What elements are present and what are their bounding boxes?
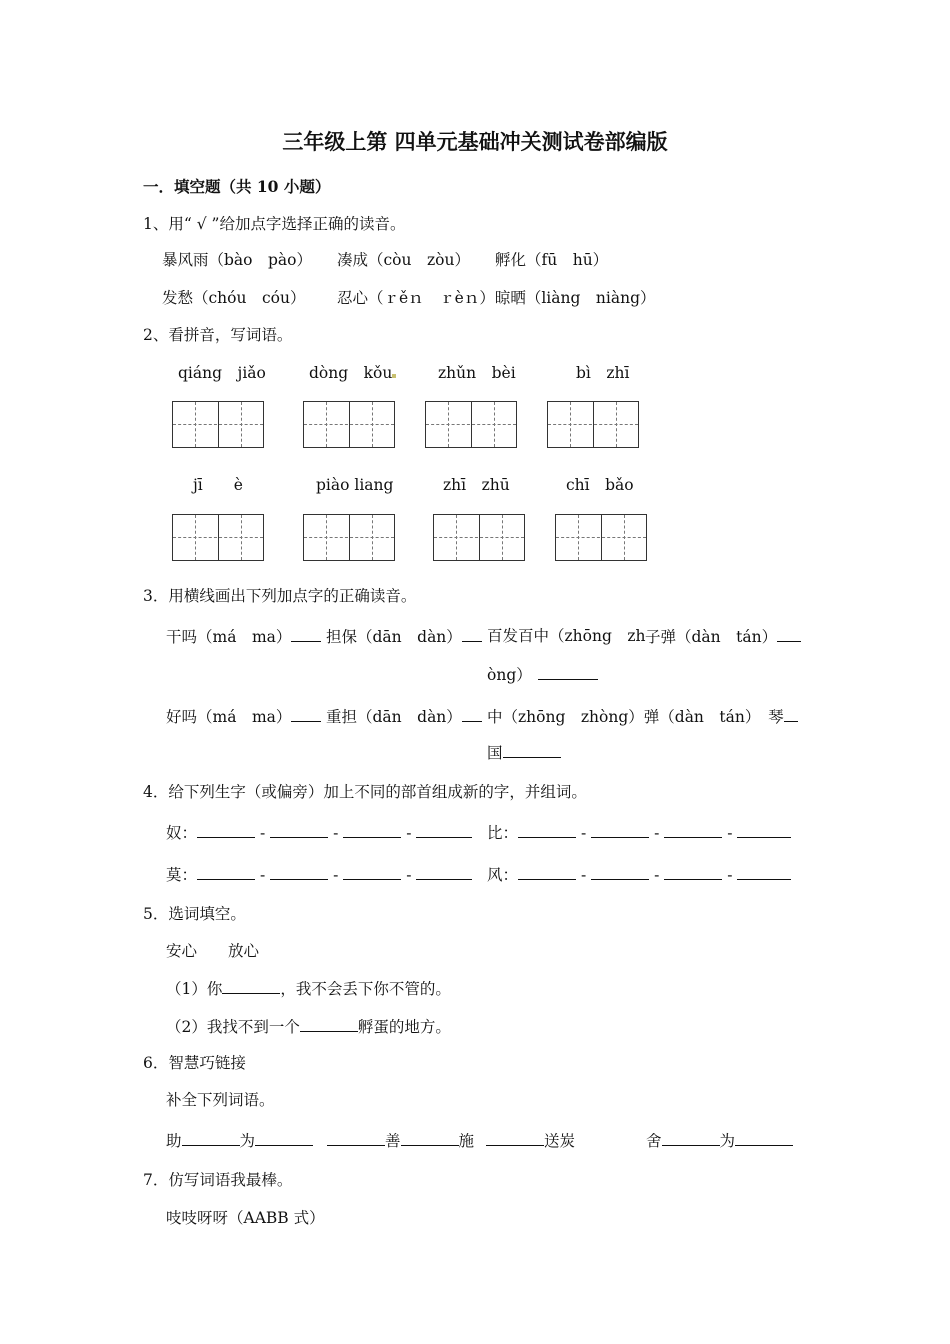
q1-item-3: 孵化（fū hū）: [495, 251, 609, 269]
q5-prompt: 5．选词填空。: [143, 905, 246, 923]
writing-grid[interactable]: [172, 401, 264, 448]
pinyin-2: dòng kǒu: [309, 364, 393, 382]
q6-sub: 补全下列词语。: [166, 1091, 275, 1109]
q3-item-1: 干吗（má ma）: [166, 626, 321, 647]
section-heading: 一．填空题（共 10 小题）: [143, 177, 331, 196]
q3-item-7-cont: 国: [487, 742, 561, 763]
q5-words: 安心 放心: [166, 942, 260, 960]
q4-row-1: 奴： - - -: [166, 822, 472, 843]
q3-item-7: 中（zhōng zhòng）弹（dàn tán） 琴: [487, 706, 798, 727]
q3-item-3-cont: òng）: [487, 664, 598, 685]
q6-idiom-2: 善 施: [327, 1130, 474, 1151]
q1-item-5: 忍心（ｒěｎ ｒèｎ）晾晒（liàng niàng）: [337, 289, 656, 307]
q4-prompt: 4．给下列生字（或偏旁）加上不同的部首组成新的字，并组词。: [143, 783, 587, 801]
pinyin-1: qiáng jiǎo: [178, 364, 266, 382]
q3-item-6: 重担（dān dàn）: [326, 706, 482, 727]
q3-item-5: 好吗（má ma）: [166, 706, 321, 727]
q1-item-2: 凑成（còu zòu）: [337, 251, 470, 269]
q1-prompt: 1、用“ √ ”给加点字选择正确的读音。: [143, 215, 406, 233]
q1-item-4: 发愁（chóu cóu）: [162, 289, 306, 307]
q5-sentence-2: （2）我找不到一个 孵蛋的地方。: [166, 1018, 451, 1036]
writing-grid[interactable]: [425, 401, 517, 448]
pinyin-5: jī è: [193, 476, 243, 494]
dot-mark: [392, 374, 396, 378]
writing-grid[interactable]: [303, 514, 395, 561]
page-title: 三年级上第 四单元基础冲关测试卷部编版: [282, 129, 668, 154]
q3-prompt: 3．用横线画出下列加点字的正确读音。: [143, 587, 417, 605]
pinyin-8: chī bǎo: [566, 476, 634, 494]
pinyin-3: zhǔn bèi: [438, 364, 516, 382]
q2-prompt: 2、看拼音，写词语。: [143, 326, 293, 344]
q6-idiom-4: 舍 为: [646, 1130, 793, 1151]
writing-grid[interactable]: [433, 514, 525, 561]
pinyin-4: bì zhī: [576, 364, 630, 382]
q6-prompt: 6．智慧巧链接: [143, 1054, 246, 1072]
q6-idiom-1: 助 为: [166, 1130, 313, 1151]
q4-row-3: 莫： - - -: [166, 864, 472, 885]
q4-row-4: 风： - - -: [487, 864, 791, 885]
writing-grid[interactable]: [303, 401, 395, 448]
q3-item-4: 子弹（dàn tán）: [645, 626, 801, 647]
q6-idiom-3: 送炭: [486, 1130, 575, 1151]
q4-row-2: 比： - - -: [487, 822, 791, 843]
q7-sub: 吱吱呀呀（AABB 式）: [166, 1209, 325, 1227]
pinyin-6: piào liang: [316, 476, 394, 494]
q7-prompt: 7．仿写词语我最棒。: [143, 1171, 293, 1189]
pinyin-7: zhī zhū: [443, 476, 510, 494]
writing-grid[interactable]: [555, 514, 647, 561]
writing-grid[interactable]: [172, 514, 264, 561]
writing-grid[interactable]: [547, 401, 639, 448]
q3-item-3: 百发百中（zhōng zh: [487, 627, 646, 645]
q1-item-1: 暴风雨（bào pào）: [162, 251, 312, 269]
q3-item-2: 担保（dān dàn）: [326, 626, 482, 647]
q5-sentence-1: （1）你 ，我不会丢下你不管的。: [166, 980, 451, 998]
